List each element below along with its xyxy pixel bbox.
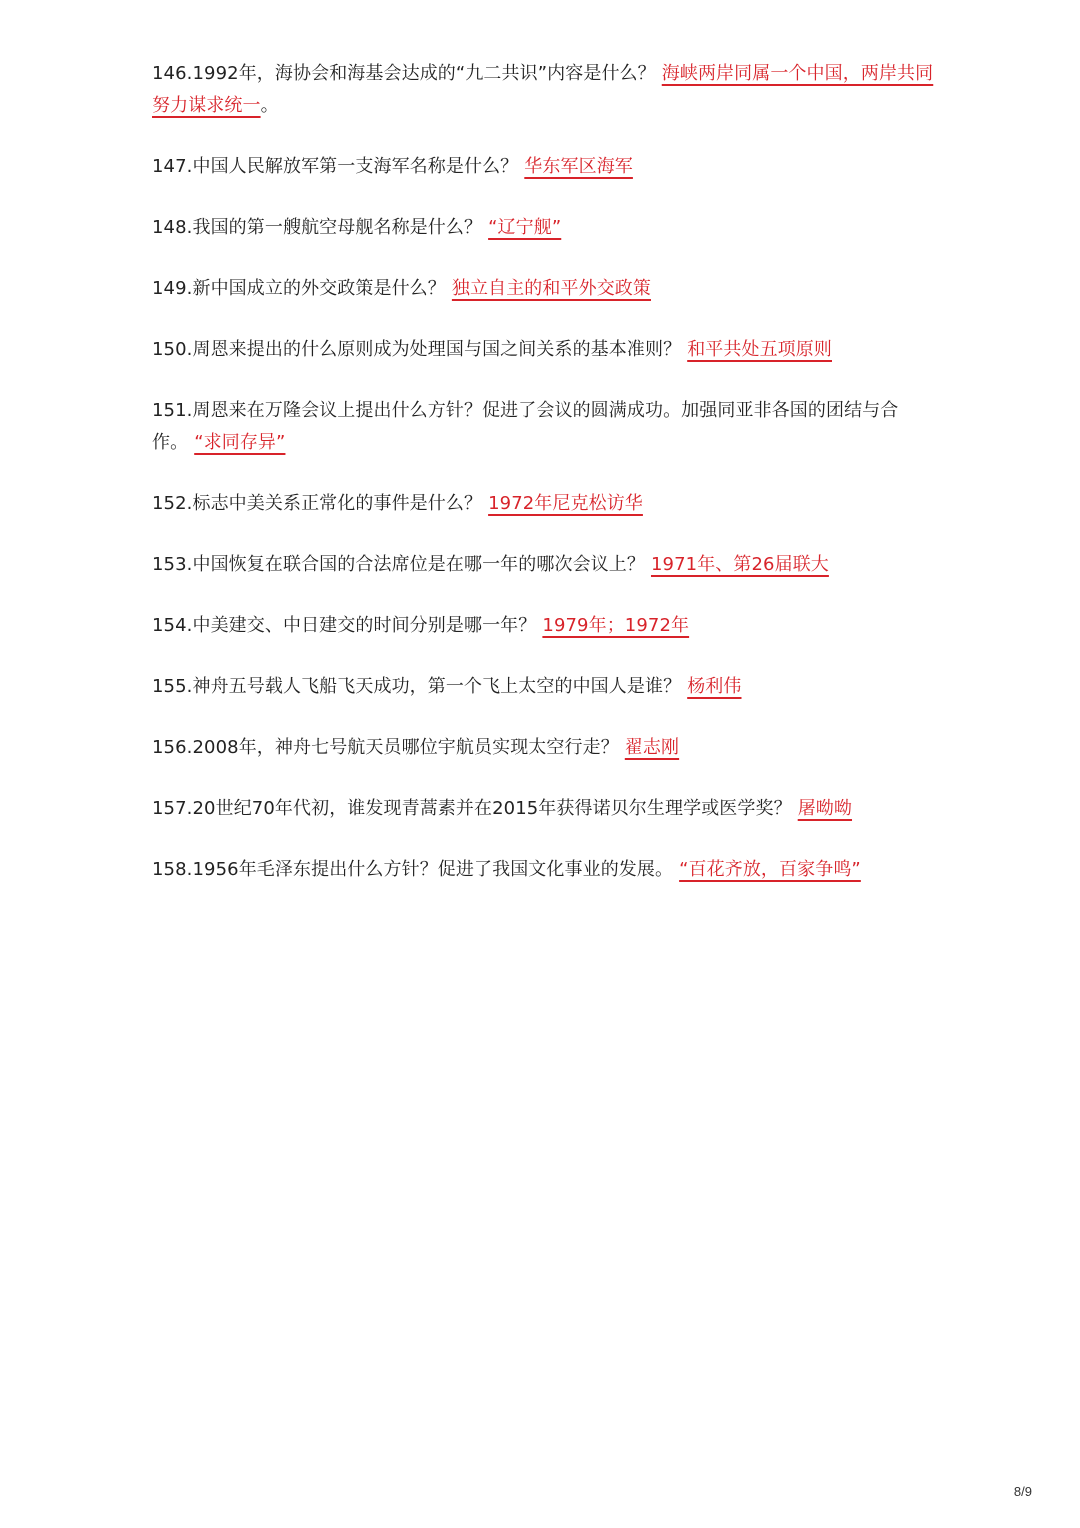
qa-item-157 [152, 793, 942, 825]
question-text: 2008年，神舟七号航天员哪位宇航员实现太空行走？ [192, 737, 619, 758]
qa-item-154 [152, 610, 942, 642]
qa-item-149 [152, 273, 942, 305]
item-number: 146. [152, 63, 193, 84]
question-text: 中国恢复在联合国的合法席位是在哪一年的哪次会议上？ [192, 554, 645, 575]
item-number: 158. [152, 859, 193, 880]
question-text: 1956年毛泽东提出什么方针？促进了我国文化事业的发展。 [192, 859, 674, 880]
page-number: 8/9 [1013, 1484, 1032, 1499]
answer-text: 翟志刚 [624, 737, 680, 758]
item-number: 149. [152, 278, 193, 299]
answer-tail: 。 [260, 95, 279, 116]
item-number: 155. [152, 676, 193, 697]
question-text: 神舟五号载人飞船飞天成功，第一个飞上太空的中国人是谁？ [192, 676, 682, 697]
answer-text: 海峡两岸同属一个中国，两岸共同努力谋求统一 [152, 63, 934, 116]
answer-text: 华东军区海军 [524, 156, 633, 177]
qa-item-158 [152, 854, 942, 886]
qa-item-152 [152, 488, 942, 520]
answer-text: 和平共处五项原则 [687, 339, 832, 360]
item-number: 153. [152, 554, 193, 575]
question-text: 标志中美关系正常化的事件是什么？ [192, 493, 483, 514]
question-text: 新中国成立的外交政策是什么？ [192, 278, 446, 299]
item-number: 151. [152, 400, 193, 421]
answer-text: 独立自主的和平外交政策 [451, 278, 651, 299]
question-text: 20世纪70年代初，谁发现青蒿素并在2015年获得诺贝尔生理学或医学奖？ [192, 798, 792, 819]
item-number: 150. [152, 339, 193, 360]
qa-item-147 [152, 151, 942, 183]
question-text: 周恩来在万隆会议上提出什么方针？促进了会议的圆满成功。加强同亚非各国的团结与合作。 [152, 400, 899, 453]
qa-item-150 [152, 334, 942, 366]
answer-text: “求同存异” [194, 432, 286, 453]
question-text: 中国人民解放军第一支海军名称是什么？ [192, 156, 519, 177]
answer-text: 屠呦呦 [797, 798, 853, 819]
item-number: 147. [152, 156, 193, 177]
item-number: 148. [152, 217, 193, 238]
answer-text: 1979年；1972年 [542, 615, 690, 636]
answer-text: 1972年尼克松访华 [488, 493, 643, 514]
item-number: 157. [152, 798, 193, 819]
question-text: 中美建交、中日建交的时间分别是哪一年？ [192, 615, 537, 636]
item-number: 154. [152, 615, 193, 636]
answer-text: 1971年、第26届联大 [650, 554, 829, 575]
answer-text: “百花齐放，百家争鸣” [679, 859, 861, 880]
qa-list [152, 58, 942, 915]
item-number: 156. [152, 737, 193, 758]
answer-text: “辽宁舰” [488, 217, 562, 238]
qa-item-146 [152, 58, 942, 122]
question-text: 1992年，海协会和海基会达成的“九二共识”内容是什么？ [192, 63, 656, 84]
question-text: 我国的第一艘航空母舰名称是什么？ [192, 217, 483, 238]
qa-item-155 [152, 671, 942, 703]
item-number: 152. [152, 493, 193, 514]
qa-item-153 [152, 549, 942, 581]
qa-item-151 [152, 395, 942, 459]
qa-item-148 [152, 212, 942, 244]
question-text: 周恩来提出的什么原则成为处理国与国之间关系的基本准则？ [192, 339, 682, 360]
answer-text: 杨利伟 [687, 676, 742, 697]
qa-item-156 [152, 732, 942, 764]
